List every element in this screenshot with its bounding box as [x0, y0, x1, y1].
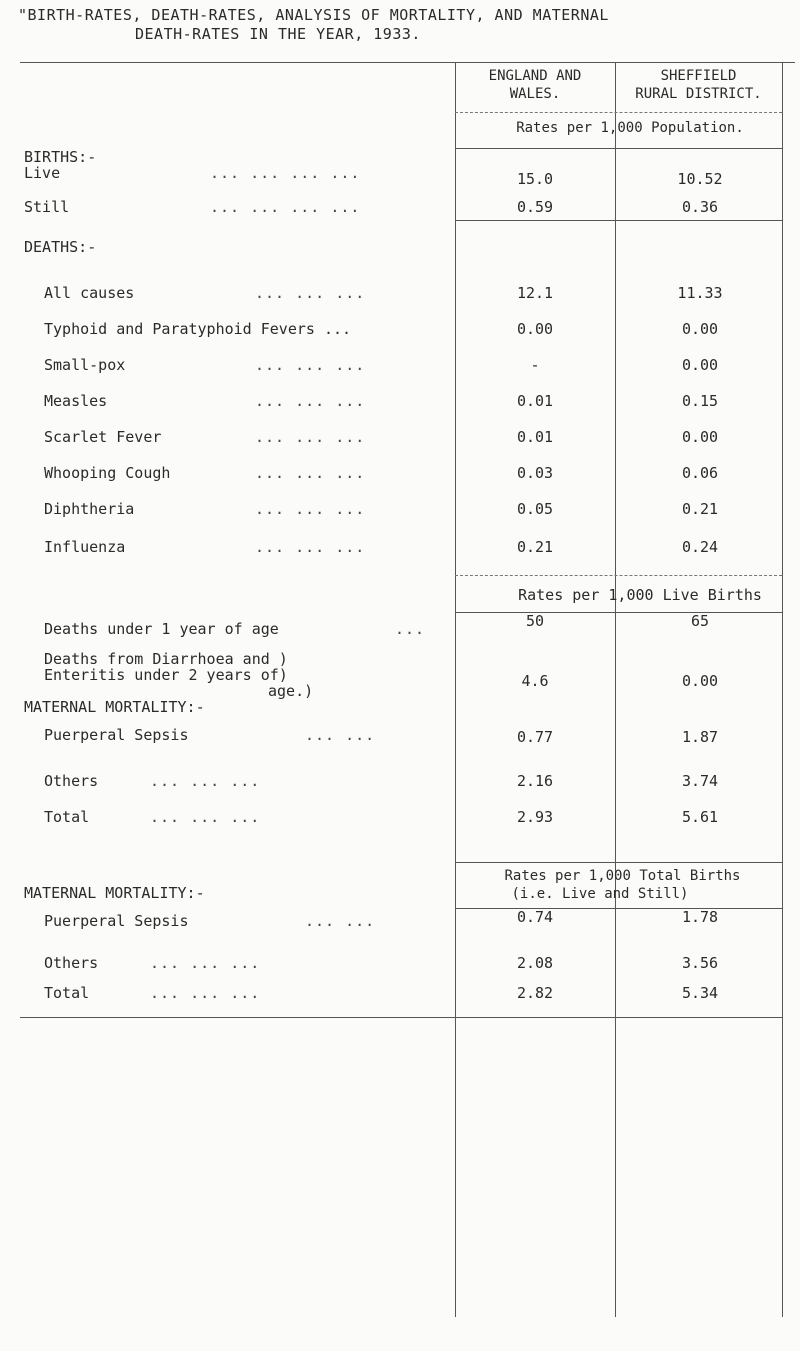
deaths-whooping-dots: ... ... ...: [255, 464, 366, 482]
deaths-smallpox-label: Small-pox: [44, 356, 126, 374]
col1-header-line1: ENGLAND AND: [488, 68, 582, 84]
maternal1-others-dots: ... ... ...: [150, 772, 261, 790]
header-rule: [455, 112, 782, 113]
deaths-measles-label: Measles: [44, 392, 108, 410]
deaths-smallpox-c2: 0.00: [681, 356, 719, 374]
deaths-diphtheria-c1: 0.05: [516, 500, 554, 518]
deaths-all-dots: ... ... ...: [255, 284, 366, 302]
deaths-smallpox-c1: -: [530, 356, 540, 374]
deaths-measles-c2: 0.15: [681, 392, 719, 410]
deaths-scarlet-label: Scarlet Fever: [44, 428, 162, 446]
deaths-scarlet-c1: 0.01: [516, 428, 554, 446]
deaths-typhoid-label: Typhoid and Paratyphoid Fevers ...: [44, 320, 352, 338]
infant-under1-label: Deaths under 1 year of age: [44, 620, 279, 638]
deaths-influenza-c2: 0.24: [681, 538, 719, 556]
maternal2-sepsis-label: Puerperal Sepsis: [44, 912, 189, 930]
births-live-c1: 15.0: [516, 170, 554, 188]
bottom-rule: [20, 1017, 782, 1018]
maternal2-total-dots: ... ... ...: [150, 984, 261, 1002]
deaths-measles-dots: ... ... ...: [255, 392, 366, 410]
maternal1-end-rule: [455, 862, 782, 863]
maternal1-total-c2: 5.61: [681, 808, 719, 826]
births-rule: [455, 220, 782, 221]
deaths-whooping-c2: 0.06: [681, 464, 719, 482]
maternal2-heading: MATERNAL MORTALITY:-: [24, 884, 205, 902]
births-live-c2: 10.52: [677, 170, 723, 188]
maternal2-total-c2: 5.34: [681, 984, 719, 1002]
maternal1-heading: MATERNAL MORTALITY:-: [24, 698, 205, 716]
infant-diarrhoea-line3: age.): [268, 682, 314, 700]
deaths-typhoid-c2: 0.00: [681, 320, 719, 338]
deaths-influenza-dots: ... ... ...: [255, 538, 366, 556]
births-still-label: Still: [24, 198, 70, 216]
col2-header-line1: SHEFFIELD: [660, 68, 737, 84]
deaths-smallpox-dots: ... ... ...: [255, 356, 366, 374]
deaths-all-label: All causes: [44, 284, 135, 302]
maternal1-others-label: Others: [44, 772, 99, 790]
maternal1-sepsis-label: Puerperal Sepsis: [44, 726, 189, 744]
deaths-scarlet-c2: 0.00: [681, 428, 719, 446]
deaths-whooping-c1: 0.03: [516, 464, 554, 482]
maternal2-others-label: Others: [44, 954, 99, 972]
col2-header-line2: RURAL DISTRICT.: [635, 86, 762, 102]
maternal1-total-dots: ... ... ...: [150, 808, 261, 826]
infant-under1-dots: ...: [395, 620, 426, 638]
infant-under1-c1: 50: [525, 612, 545, 630]
pop-rule: [455, 148, 782, 149]
births-live-dots: ... ... ... ...: [210, 164, 361, 182]
births-heading: BIRTHS:-: [24, 148, 97, 166]
maternal1-total-label: Total: [44, 808, 90, 826]
deaths-end-rule: [455, 575, 782, 576]
deaths-influenza-label: Influenza: [44, 538, 126, 556]
deaths-influenza-c1: 0.21: [516, 538, 554, 556]
deaths-all-c2: 11.33: [677, 284, 723, 302]
deaths-typhoid-c1: 0.00: [516, 320, 554, 338]
deaths-measles-c1: 0.01: [516, 392, 554, 410]
deaths-all-c1: 12.1: [516, 284, 554, 302]
per-total-births-line1: Rates per 1,000 Total Births: [504, 868, 741, 884]
per-live-births-header: Rates per 1,000 Live Births: [518, 586, 762, 604]
document-title-line2: DEATH-RATES IN THE YEAR, 1933.: [135, 25, 421, 43]
births-live-label: Live: [24, 164, 61, 182]
deaths-diphtheria-c2: 0.21: [681, 500, 719, 518]
maternal2-others-c2: 3.56: [681, 954, 719, 972]
births-still-c2: 0.36: [681, 198, 719, 216]
maternal1-sepsis-c2: 1.87: [681, 728, 719, 746]
deaths-diphtheria-dots: ... ... ...: [255, 500, 366, 518]
maternal1-others-c2: 3.74: [681, 772, 719, 790]
maternal2-total-c1: 2.82: [516, 984, 554, 1002]
maternal1-sepsis-dots: ... ...: [305, 726, 376, 744]
infant-diarrhoea-c2: 0.00: [681, 672, 719, 690]
maternal2-total-label: Total: [44, 984, 90, 1002]
deaths-whooping-label: Whooping Cough: [44, 464, 171, 482]
births-still-c1: 0.59: [516, 198, 554, 216]
deaths-heading: DEATHS:-: [24, 238, 97, 256]
per-population-header: Rates per 1,000 Population.: [516, 120, 744, 136]
maternal2-sepsis-c2: 1.78: [681, 908, 719, 926]
deaths-diphtheria-label: Diphtheria: [44, 500, 135, 518]
maternal1-others-c1: 2.16: [516, 772, 554, 790]
maternal2-others-dots: ... ... ...: [150, 954, 261, 972]
top-rule: [20, 62, 795, 63]
col1-header-line2: WALES.: [509, 86, 561, 102]
maternal1-sepsis-c1: 0.77: [516, 728, 554, 746]
col-divider-left: [455, 62, 456, 1317]
infant-diarrhoea-line2: Enteritis under 2 years of): [44, 666, 288, 684]
deaths-scarlet-dots: ... ... ...: [255, 428, 366, 446]
document-title-line1: "BIRTH-RATES, DEATH-RATES, ANALYSIS OF MORTALITY, AND MATERNAL: [18, 6, 609, 24]
births-still-dots: ... ... ... ...: [210, 198, 361, 216]
per-total-births-line2: (i.e. Live and Still): [511, 886, 689, 902]
infant-diarrhoea-line1: Deaths from Diarrhoea and ): [44, 650, 288, 668]
maternal2-sepsis-dots: ... ...: [305, 912, 376, 930]
maternal2-sepsis-c1: 0.74: [516, 908, 554, 926]
infant-under1-c2: 65: [690, 612, 710, 630]
maternal1-total-c1: 2.93: [516, 808, 554, 826]
maternal2-others-c1: 2.08: [516, 954, 554, 972]
infant-diarrhoea-c1: 4.6: [521, 672, 549, 690]
